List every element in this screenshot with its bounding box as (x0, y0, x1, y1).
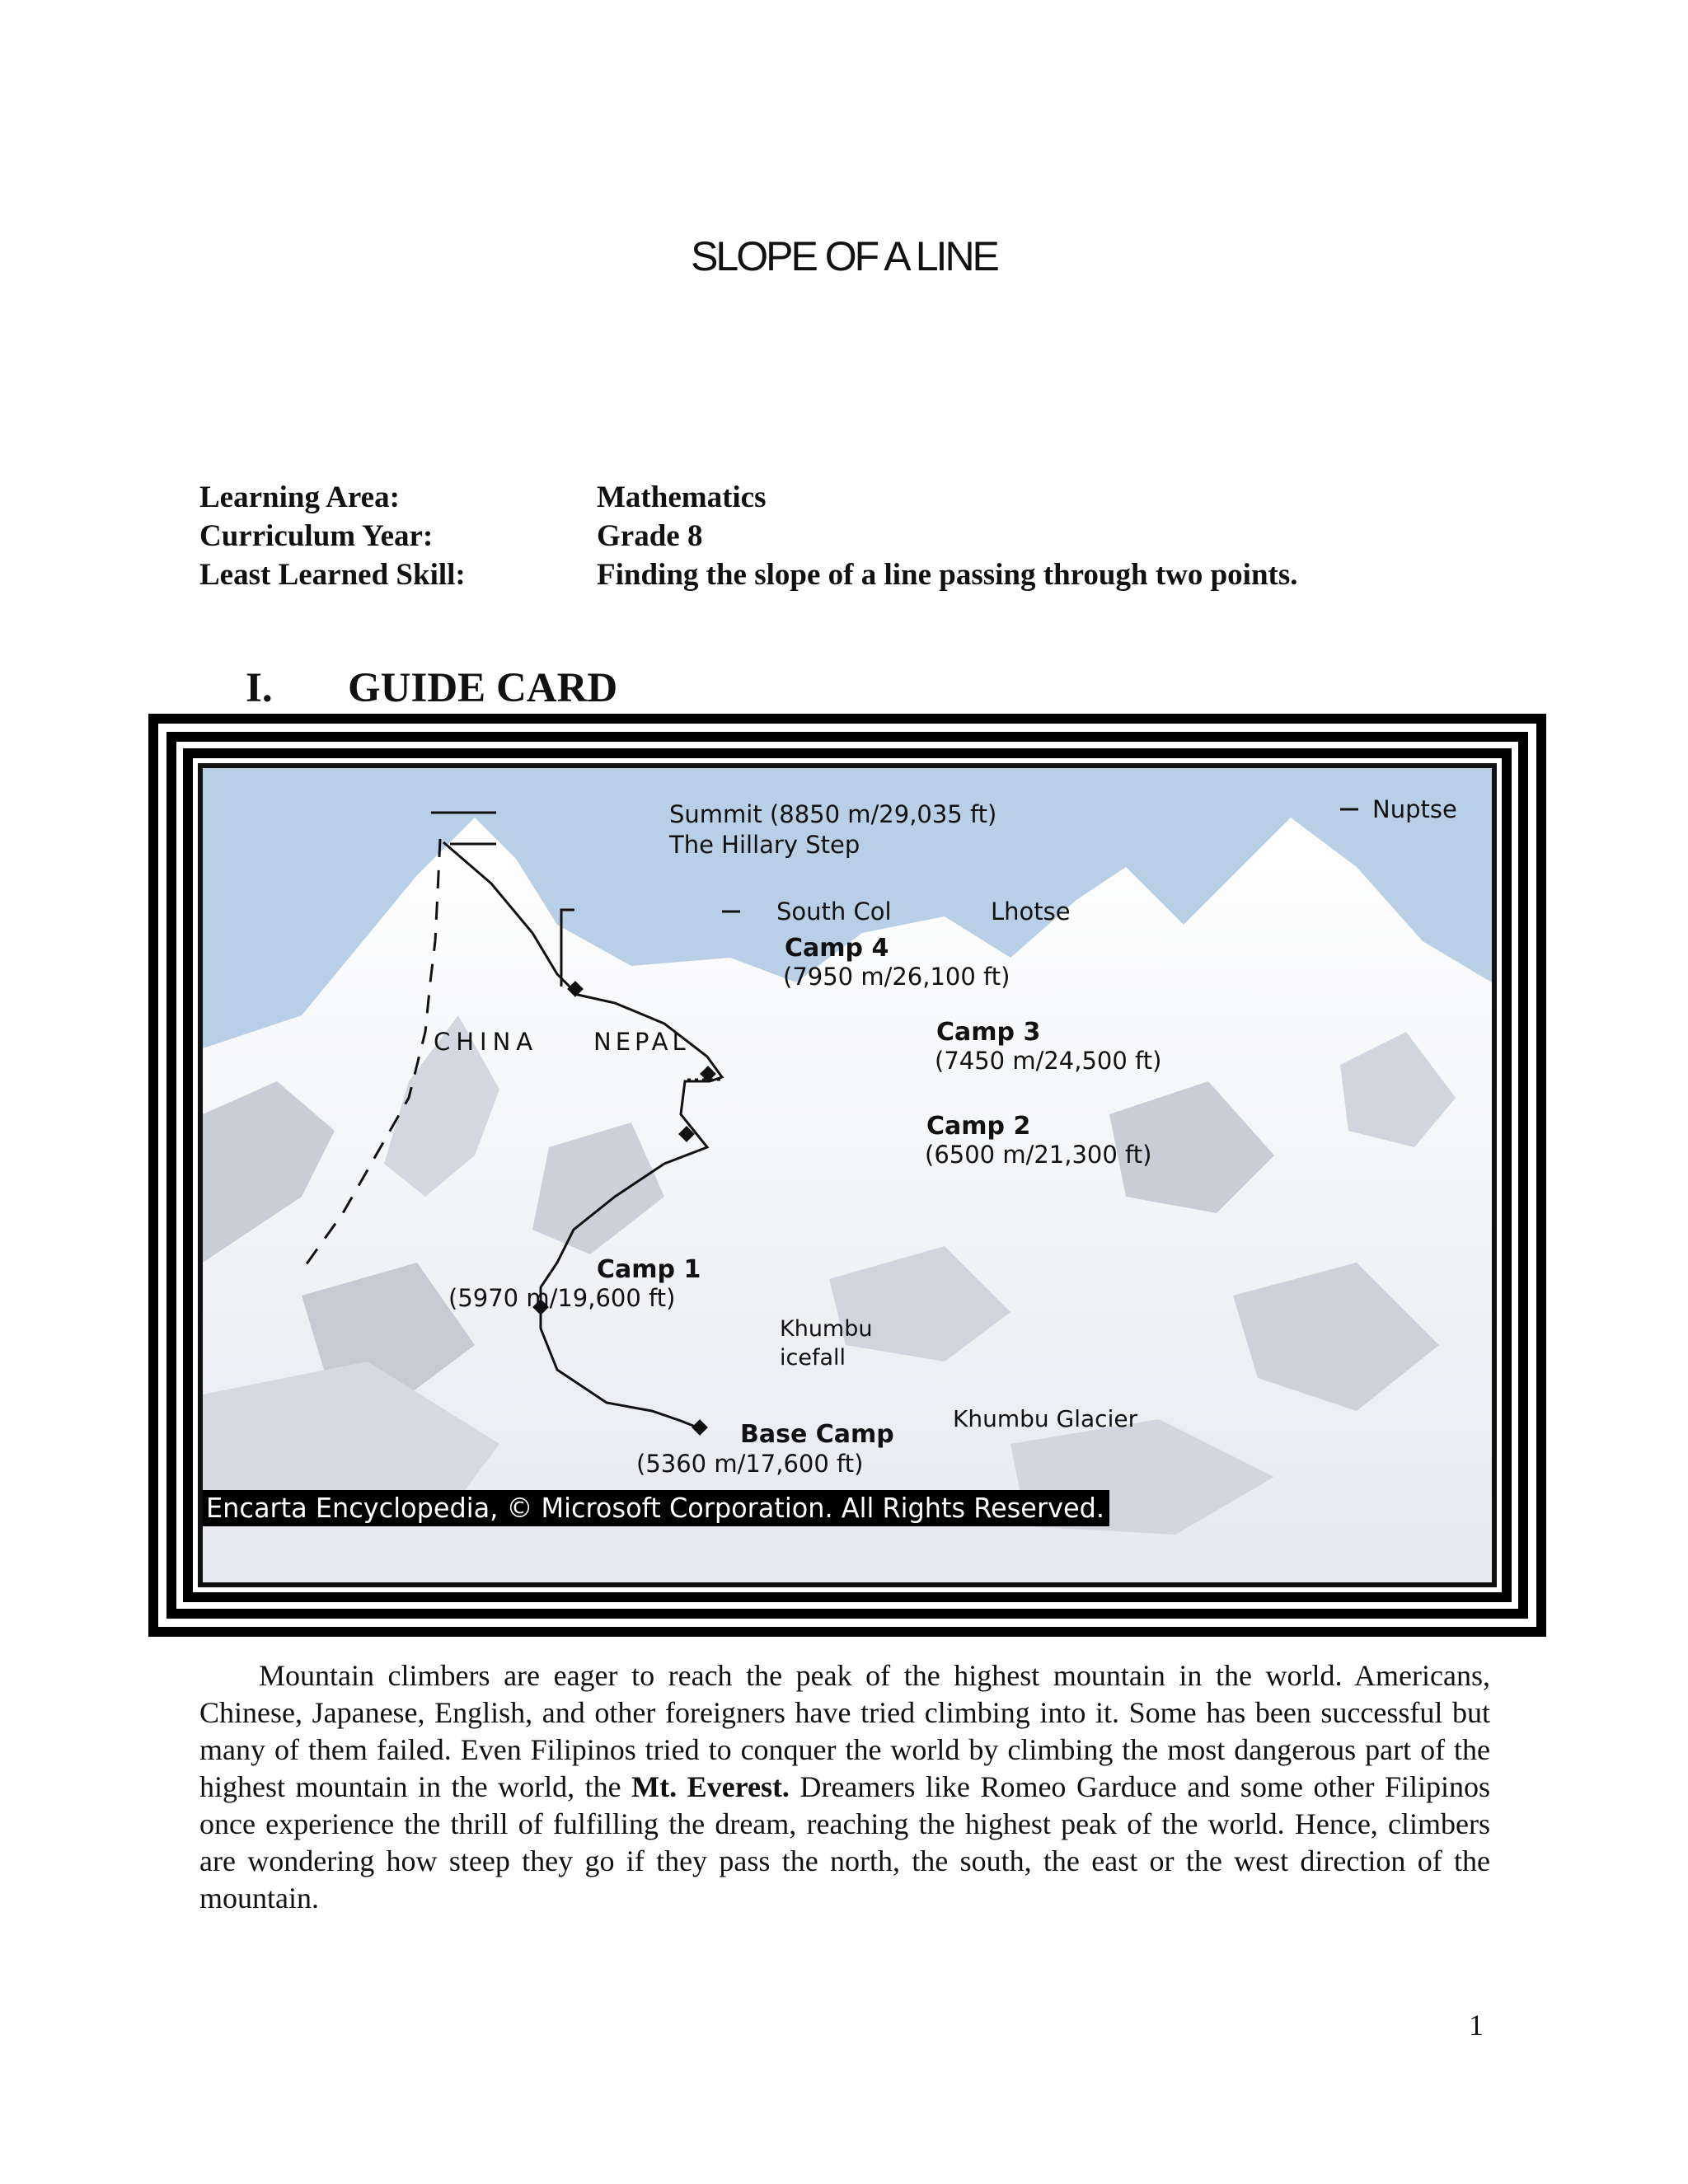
meta-value: Finding the slope of a line passing through two points. (597, 558, 1298, 592)
khumbu-icefall-label: icefall (780, 1345, 846, 1371)
hillary-step-label: The Hillary Step (669, 831, 860, 859)
everest-map-illustration (203, 768, 1492, 1582)
section-title: GUIDE CARD (348, 665, 618, 711)
everest-route-map (203, 768, 1492, 1582)
china-label: CHINA (434, 1028, 539, 1056)
map-credit: Encarta Encyclopedia, © Microsoft Corporation. All Rights Reserved. (206, 1492, 1104, 1524)
meta-value: Mathematics (597, 480, 767, 514)
meta-label: Curriculum Year: (199, 519, 434, 553)
summit-label: Summit (8850 m/29,035 ft) (669, 800, 997, 828)
camp3-altitude: (7450 m/24,500 ft) (935, 1047, 1162, 1075)
meta-value: Grade 8 (597, 519, 703, 553)
meta-row-learning-area (199, 478, 1298, 517)
page-title: SLOPE OF A LINE (691, 233, 997, 279)
camp3-label: Camp 3 (936, 1018, 1041, 1047)
nuptse-label: Nuptse (1372, 795, 1457, 823)
camp1-altitude: (5970 m/19,600 ft) (448, 1284, 676, 1312)
meta-label: Least Learned Skill: (199, 558, 466, 592)
meta-row-least-learned-skill (199, 555, 1298, 594)
document-meta (199, 478, 1298, 594)
section-heading (246, 664, 617, 712)
camp1-label: Camp 1 (597, 1255, 701, 1284)
paragraph-text-end: Dreamers like Romeo Garduce and some other Filipinos once experience the thrill of fulfilling the dream, reaching the highest peak of the world. Hence, climbers are wondering how steep they go if they pass the north, the south, the east or the west direction of the mountain. (199, 1770, 1490, 1915)
khumbu-glacier-label: Khumbu Glacier (953, 1405, 1138, 1432)
base-camp-label: Base Camp (740, 1420, 894, 1449)
meta-label: Learning Area: (199, 480, 400, 514)
page-number: 1 (1469, 2008, 1484, 2041)
paragraph-text-start: Mountain climbers are eager to reach the peak of the highest mountain in the world. Americans, Chinese, Japanese, English, and other foreigners have tried climbing into it. Some has been successful but many of them failed. Even Filipinos tried to conquer the world by climbing the most dangerous part of the highest mountain in the world, the (199, 1659, 1490, 1803)
base-camp-altitude: (5360 m/17,600 ft) (636, 1450, 864, 1478)
map-frame (148, 714, 1546, 1637)
lhotse-label: Lhotse (991, 898, 1071, 926)
intro-paragraph (199, 1657, 1490, 1917)
khumbu-icefall-label: Khumbu (780, 1316, 873, 1342)
meta-row-curriculum-year (199, 517, 1298, 555)
nepal-label: NEPAL (593, 1028, 690, 1056)
camp4-altitude: (7950 m/26,100 ft) (783, 963, 1010, 991)
camp4-label: Camp 4 (785, 934, 889, 963)
camp2-label: Camp 2 (926, 1112, 1031, 1141)
south-col-label: South Col (776, 898, 892, 926)
section-number: I. (246, 665, 273, 711)
camp2-altitude: (6500 m/21,300 ft) (925, 1141, 1152, 1169)
mt-everest-emphasis: Mt. Everest. (631, 1770, 790, 1803)
